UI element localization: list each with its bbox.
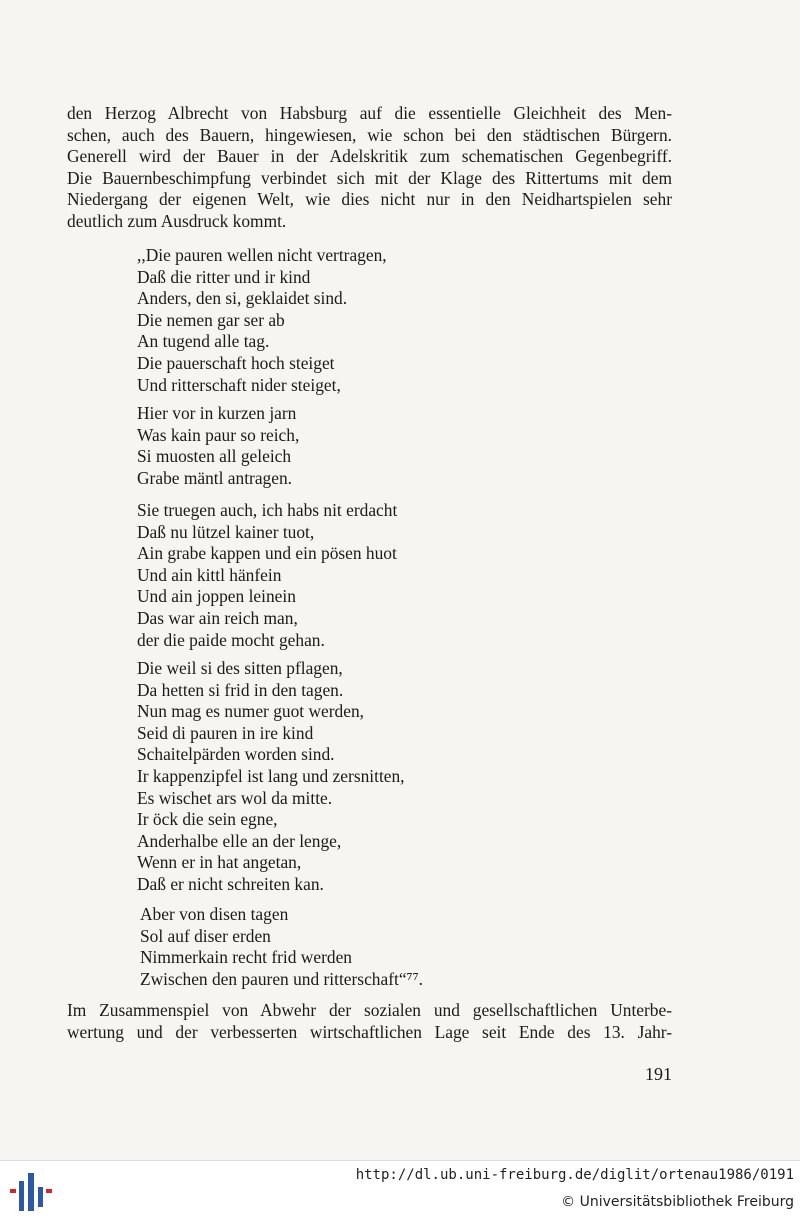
verse-line: Es wischet ars wol da mitte. <box>137 787 333 808</box>
verse-line: Grabe mäntl antragen. <box>137 467 292 488</box>
text-line: Niedergang der eigenen Welt, wie dies nicht nur in den Neidhartspielen sehr <box>67 189 672 210</box>
verse-line: Sie truegen auch, ich habs nit erdacht <box>137 500 398 520</box>
verse-line: ,,Die pauren wellen nicht vertragen, <box>137 245 387 265</box>
verse-line: Ir kappenzipfel ist lang und zersnitten, <box>137 765 405 786</box>
paragraph-intro <box>67 103 672 233</box>
verse-line: Anderhalbe elle an der lenge, <box>137 830 342 851</box>
text-line: Im Zusammenspiel von Abwehr der sozialen und gesellschaftlichen Unterbe- <box>67 1000 672 1020</box>
verse-line: Die pauerschaft hoch steiget <box>137 352 335 373</box>
page-number: 191 <box>645 1064 672 1084</box>
text-line: Generell wird der Bauer in der Adelskritik zum schematischen Gegenbegriff. <box>67 146 672 167</box>
verse-line: der die paide mocht gehan. <box>137 629 325 650</box>
poem-stanza-3 <box>137 500 397 651</box>
verse-line: Nimmerkain recht frid werden <box>140 947 352 968</box>
verse-line: Nun mag es numer guot werden, <box>137 701 364 722</box>
paragraph-closing <box>67 1000 672 1043</box>
verse-line: Daß nu lützel kainer tuot, <box>137 521 315 542</box>
poem-stanza-1 <box>137 245 387 396</box>
verse-line: Schaitelpärden worden sind. <box>137 744 335 765</box>
verse-line: Und ain kittl hänfein <box>137 564 282 585</box>
verse-line: Aber von disen tagen <box>140 904 289 924</box>
verse-line: Sol auf diser erden <box>140 925 271 946</box>
verse-line: Das war ain reich man, <box>137 607 298 628</box>
text-line: Die Bauernbeschimpfung verbindet sich mit der Klage des Rittertums mit dem <box>67 167 672 188</box>
verse-line: Was kain paur so reich, <box>137 424 300 445</box>
verse-line: Daß er nicht schreiten kan. <box>137 873 324 894</box>
verse-line: Seid di pauren in ire kind <box>137 722 314 743</box>
poem-stanza-2 <box>137 403 299 489</box>
verse-line: Zwischen den pauren und ritterschaft“⁷⁷. <box>140 968 424 989</box>
verse-line: Ain grabe kappen und ein pösen huot <box>137 543 397 564</box>
verse-line: Si muosten all geleich <box>137 446 292 467</box>
document-url-link[interactable]: http://dl.ub.uni-freiburg.de/diglit/ortenau1986/0191 <box>355 1167 794 1183</box>
verse-line: Wenn er in hat angetan, <box>137 852 302 873</box>
text-line: wertung und der verbesserten wirtschaftlichen Lage seit Ende des 13. Jahr- <box>67 1021 672 1042</box>
text-line: den Herzog Albrecht von Habsburg auf die essentielle Gleichheit des Men- <box>67 103 672 123</box>
verse-line: Die nemen gar ser ab <box>137 309 285 330</box>
verse-line: Da hetten si frid in den tagen. <box>137 679 344 700</box>
text-line: schen, auch des Bauern, hingewiesen, wie schon bei den städtischen Bürgern. <box>67 124 672 145</box>
poem-stanza-4 <box>137 658 405 896</box>
verse-line: Daß die ritter und ir kind <box>137 266 311 287</box>
text-line: deutlich zum Ausdruck kommt. <box>67 210 287 231</box>
verse-line: Anders, den si, geklaidet sind. <box>137 288 348 309</box>
verse-line: Und ritterschaft nider steiget, <box>137 374 341 395</box>
poem-stanza-5 <box>140 904 423 990</box>
verse-line: An tugend alle tag. <box>137 331 270 352</box>
verse-line: Hier vor in kurzen jarn <box>137 403 297 423</box>
verse-line: Und ain joppen leinein <box>137 586 296 607</box>
verse-line: Ir öck die sein egne, <box>137 809 278 830</box>
viewer-footer <box>0 1160 800 1221</box>
copyright-notice: © Universitätsbibliothek Freiburg <box>561 1194 794 1210</box>
library-logo-icon <box>8 1169 54 1215</box>
verse-line: Die weil si des sitten pflagen, <box>137 658 343 678</box>
